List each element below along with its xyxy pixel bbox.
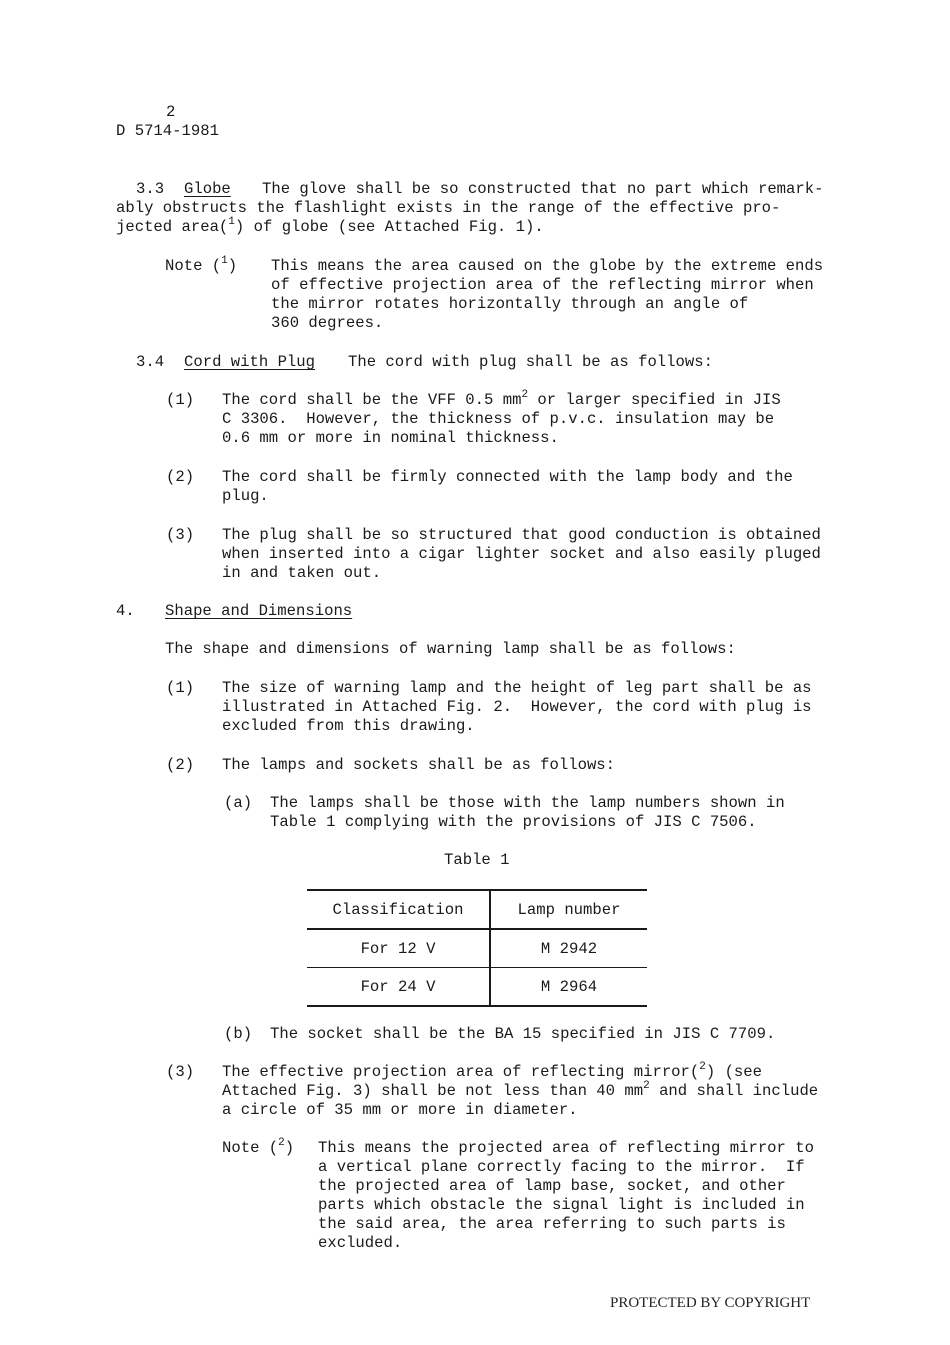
note-line: 360 degrees. — [271, 314, 384, 332]
section-intro: The cord with plug shall be as follows: — [348, 353, 713, 371]
subitem-number: (b) — [224, 1025, 253, 1043]
item-line: The effective projection area of reflecting mirror($^2$) (see — [222, 1060, 763, 1081]
note-label: Note ($^2$) — [222, 1136, 295, 1157]
note-line: excluded. — [318, 1234, 403, 1252]
paragraph-line: jected area($^1$) of globe (see Attached Fig. 1). — [116, 215, 544, 236]
note-line: This means the area caused on the globe by the extreme ends — [271, 257, 824, 275]
item-line: The lamps and sockets shall be as follows: — [222, 756, 616, 774]
item-line: Attached Fig. 3) shall be not less than 40 $mm^2$ and shall include — [222, 1079, 819, 1100]
subitem-line: The lamps shall be those with the lamp numbers shown in — [270, 794, 785, 812]
note-line: This means the projected area of reflecting mirror to — [318, 1139, 814, 1157]
table-header-cell: Classification — [307, 890, 490, 929]
section-title: Shape and Dimensions — [165, 602, 353, 620]
section-number: 4. — [116, 602, 135, 620]
document-id: D 5714-1981 — [116, 122, 219, 140]
table-cell: For 12 V — [307, 929, 490, 968]
note-line: the projected area of lamp base, socket, and other — [318, 1177, 786, 1195]
item-number: (3) — [166, 1063, 195, 1081]
table-header-row — [307, 890, 647, 929]
item-line: The cord shall be the VFF 0.5 $mm^2$ or larger specified in JIS — [222, 388, 781, 409]
note-line: of effective projection area of the reflecting mirror when — [271, 276, 814, 294]
item-line: in and taken out. — [222, 564, 382, 582]
section-intro: The shape and dimensions of warning lamp shall be as follows: — [165, 640, 736, 658]
item-number: (2) — [166, 468, 195, 486]
table-cell: M 2964 — [490, 968, 647, 1007]
item-line: The plug shall be so structured that good conduction is obtained — [222, 526, 821, 544]
subitem-number: (a) — [224, 794, 253, 812]
page-number: 2 — [166, 103, 176, 121]
item-line: 0.6 mm or more in nominal thickness. — [222, 429, 559, 447]
lamp-table — [307, 889, 647, 1007]
item-line: The cord shall be firmly connected with the lamp body and the — [222, 468, 793, 486]
item-line: a circle of 35 mm or more in diameter. — [222, 1101, 578, 1119]
section-title: Globe — [184, 180, 231, 198]
note-line: the mirror rotates horizontally through an angle of — [271, 295, 749, 313]
item-number: (1) — [166, 391, 195, 409]
table-row — [307, 929, 647, 968]
note-line: the said area, the area referring to such parts is — [318, 1215, 786, 1233]
table-header-cell: Lamp number — [490, 890, 647, 929]
section-number: 3.3 — [136, 180, 165, 198]
item-line: plug. — [222, 487, 269, 505]
table-cell: M 2942 — [490, 929, 647, 968]
table-row — [307, 968, 647, 1007]
table-caption: Table 1 — [444, 851, 510, 869]
item-number: (3) — [166, 526, 195, 544]
note-line: a vertical plane correctly facing to the mirror. If — [318, 1158, 805, 1176]
section-title: Cord with Plug — [184, 353, 316, 371]
paragraph-line: ably obstructs the flashlight exists in the range of the effective pro- — [116, 199, 781, 217]
table-cell: For 24 V — [307, 968, 490, 1007]
item-number: (2) — [166, 756, 195, 774]
note-line: parts which obstacle the signal light is included in — [318, 1196, 805, 1214]
item-number: (1) — [166, 679, 195, 697]
subitem-line: The socket shall be the BA 15 specified in JIS C 7709. — [270, 1025, 776, 1043]
copyright-stamp: PROTECTED BY COPYRIGHT — [610, 1295, 811, 1311]
item-line: The size of warning lamp and the height of leg part shall be as — [222, 679, 812, 697]
item-line: illustrated in Attached Fig. 2. However, the cord with plug is — [222, 698, 812, 716]
paragraph-line: The glove shall be so constructed that no part which remark- — [262, 180, 824, 198]
note-label: Note ($^1$) — [165, 254, 238, 275]
item-line: excluded from this drawing. — [222, 717, 475, 735]
subitem-line: Table 1 complying with the provisions of JIS C 7506. — [270, 813, 757, 831]
item-line: C 3306. However, the thickness of p.v.c. insulation may be — [222, 410, 775, 428]
item-line: when inserted into a cigar lighter socket and also easily pluged — [222, 545, 821, 563]
section-number: 3.4 — [136, 353, 165, 371]
